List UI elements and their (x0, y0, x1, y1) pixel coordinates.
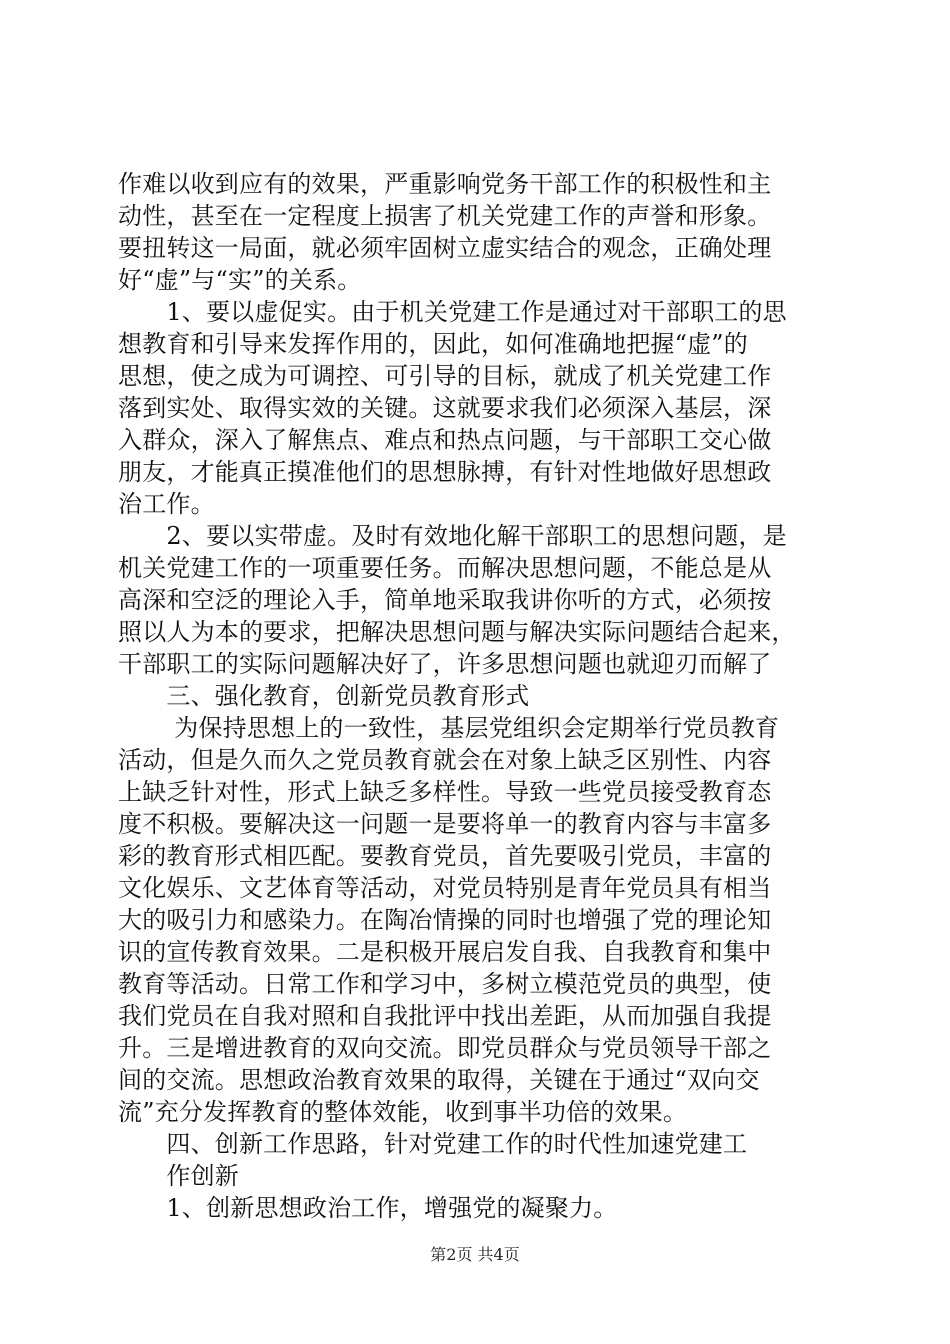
text-line: 间的交流。思想政治教育效果的取得，关键在于通过“双向交 (118, 1066, 760, 1094)
text-line: 作难以收到应有的效果，严重影响党务干部工作的积极性和主 (118, 170, 772, 198)
text-line: 好“虚”与“实”的关系。 (118, 266, 362, 294)
text-line: 识的宣传教育效果。二是积极开展启发自我、自我教育和集中 (118, 938, 772, 966)
text-line: 朋友，才能真正摸准他们的思想脉搏，有针对性地做好思想政 (118, 458, 772, 486)
text-line: 想教育和引导来发挥作用的，因此，如何准确地把握“虚”的 (118, 330, 748, 358)
text-line: 干部职工的实际问题解决好了，许多思想问题也就迎刃而解了 (118, 650, 772, 678)
text-line: 四、创新工作思路，针对党建工作的时代性加速党建工 (118, 1130, 748, 1158)
text-line: 活动，但是久而久之党员教育就会在对象上缺乏区别性、内容 (118, 746, 772, 774)
text-line: 1、要以虚促实。由于机关党建工作是通过对干部职工的思 (118, 298, 787, 326)
text-line: 高深和空泛的理论入手，简单地采取我讲你听的方式，必须按 (118, 586, 772, 614)
text-line: 2、要以实带虚。及时有效地化解干部职工的思想问题，是 (118, 522, 787, 550)
text-line: 要扭转这一局面，就必须牢固树立虚实结合的观念，正确处理 (118, 234, 772, 262)
document-body (118, 168, 838, 1224)
text-line: 彩的教育形式相匹配。要教育党员，首先要吸引党员，丰富的 (118, 842, 772, 870)
text-line: 为保持思想上的一致性，基层党组织会定期举行党员教育 (118, 714, 780, 742)
text-line: 作创新 (118, 1162, 239, 1190)
text-line: 思想，使之成为可调控、可引导的目标，就成了机关党建工作 (118, 362, 772, 390)
text-line: 流”充分发挥教育的整体效能，收到事半功倍的效果。 (118, 1098, 688, 1126)
text-line: 升。三是增进教育的双向交流。即党员群众与党员领导干部之 (118, 1034, 772, 1062)
text-line: 照以人为本的要求，把解决思想问题与解决实际问题结合起来， (118, 618, 796, 646)
text-line: 文化娱乐、文艺体育等活动，对党员特别是青年党员具有相当 (118, 874, 772, 902)
text-line: 大的吸引力和感染力。在陶冶情操的同时也增强了党的理论知 (118, 906, 772, 934)
text-line: 教育等活动。日常工作和学习中，多树立模范党员的典型，使 (118, 970, 772, 998)
text-line: 机关党建工作的一项重要任务。而解决思想问题，不能总是从 (118, 554, 772, 582)
text-line: 治工作。 (118, 490, 215, 518)
text-line: 三、强化教育，创新党员教育形式 (118, 682, 530, 710)
text-line: 上缺乏针对性，形式上缺乏多样性。导致一些党员接受教育态 (118, 778, 772, 806)
text-line: 动性，甚至在一定程度上损害了机关党建工作的声誉和形象。 (118, 202, 772, 230)
text-line: 我们党员在自我对照和自我批评中找出差距，从而加强自我提 (118, 1002, 772, 1030)
text-line: 落到实处、取得实效的关键。这就要求我们必须深入基层，深 (118, 394, 772, 422)
text-line: 入群众，深入了解焦点、难点和热点问题，与干部职工交心做 (118, 426, 772, 454)
text-line: 1、创新思想政治工作，增强党的凝聚力。 (118, 1194, 618, 1222)
text-line: 度不积极。要解决这一问题一是要将单一的教育内容与丰富多 (118, 810, 772, 838)
page-footer: 第2页 共4页 (430, 1245, 520, 1264)
